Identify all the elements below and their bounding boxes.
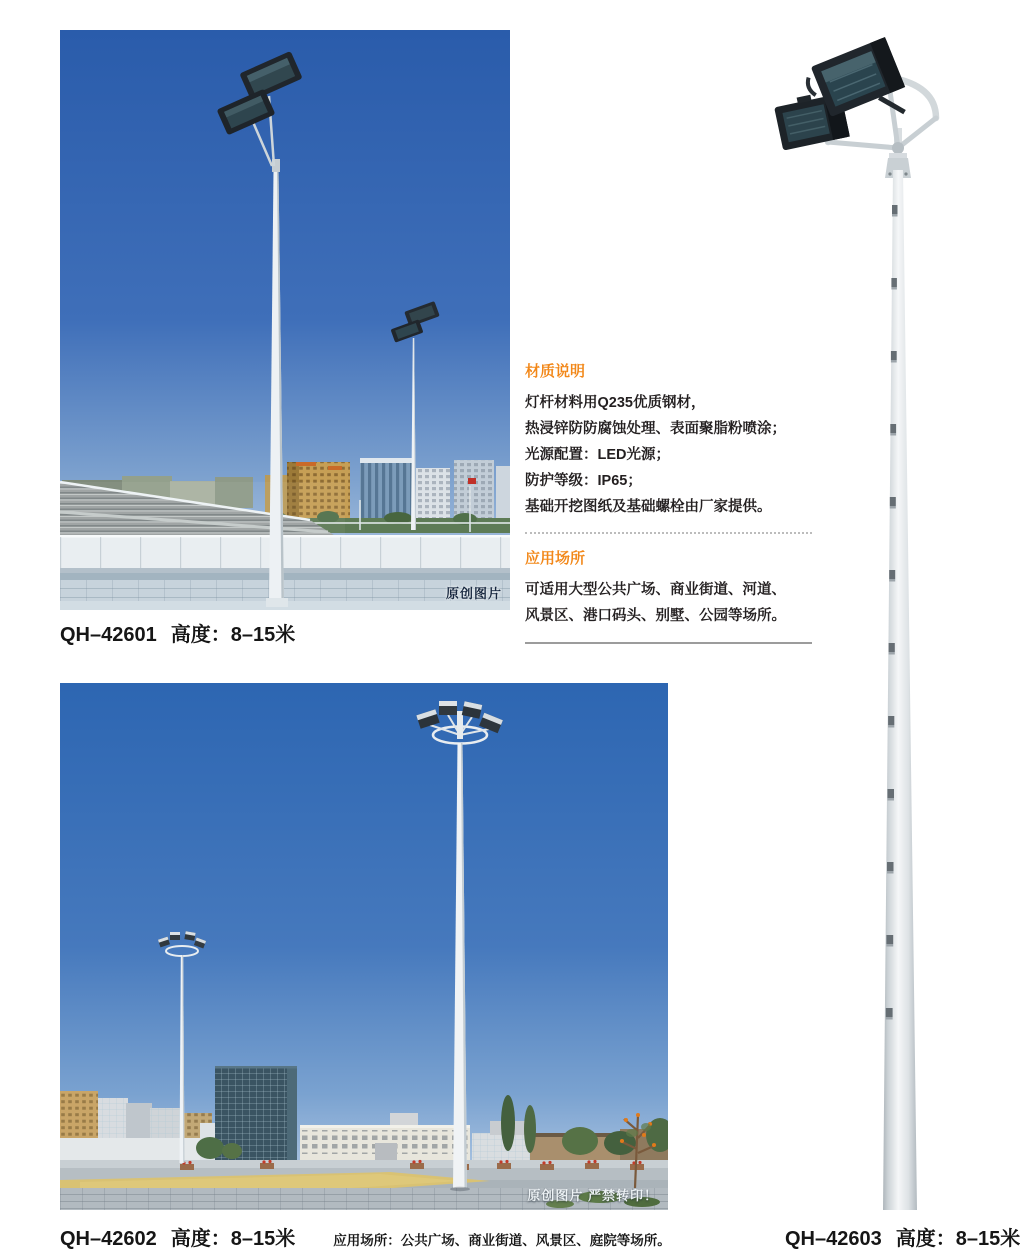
material-line: 基础开挖图纸及基础螺栓由厂家提供。 [525, 499, 772, 515]
product-label-qh-42603 [785, 1222, 1020, 1251]
material-line: 热浸锌防防腐蚀处理、表面聚脂粉喷涂； [525, 421, 786, 437]
height-spec: 高度：8–15米 [170, 624, 296, 646]
plaza-scene-illustration [60, 30, 510, 610]
application-section-title: 应用场所 [525, 550, 586, 567]
product-label-qh-42602 [60, 1222, 671, 1251]
crown-floodlight [439, 701, 457, 715]
application-line: 可适用大型公共广场、商业街道、河道、 [525, 582, 786, 598]
product-photo-qh-42601 [60, 30, 510, 610]
product-photo-qh-42603 [740, 30, 1020, 1215]
photo-watermark: 原创图片 严禁转印！ [527, 1188, 658, 1203]
material-line: 光源配置：LED光源； [525, 447, 670, 463]
material-line: 防护等级：IP65； [525, 473, 642, 489]
material-section-title: 材质说明 [525, 363, 586, 380]
height-spec: 高度：8–15米 [170, 1228, 296, 1250]
tapered-pole [883, 170, 917, 1210]
model-number: QH–42602 [60, 1228, 157, 1250]
product-photo-qh-42602 [60, 683, 668, 1210]
material-line: 灯杆材料用Q235优质钢材， [525, 395, 706, 411]
pole-product-illustration [740, 30, 1020, 1215]
square-scene-illustration [60, 683, 668, 1210]
model-number: QH–42601 [60, 624, 157, 646]
application-line: 风景区、港口码头、别墅、公园等场所。 [525, 608, 786, 624]
product-label-qh-42601 [60, 618, 295, 647]
height-spec: 高度：8–15米 [895, 1228, 1021, 1250]
model-number: QH–42603 [785, 1228, 882, 1250]
lamp-head-assembly [773, 37, 936, 178]
usage-note: 应用场所：公共广场、商业街道、风景区、庭院等场所。 [333, 1233, 671, 1248]
amphitheater-stairs [60, 482, 345, 542]
photo-watermark: 原创图片 [445, 586, 502, 601]
